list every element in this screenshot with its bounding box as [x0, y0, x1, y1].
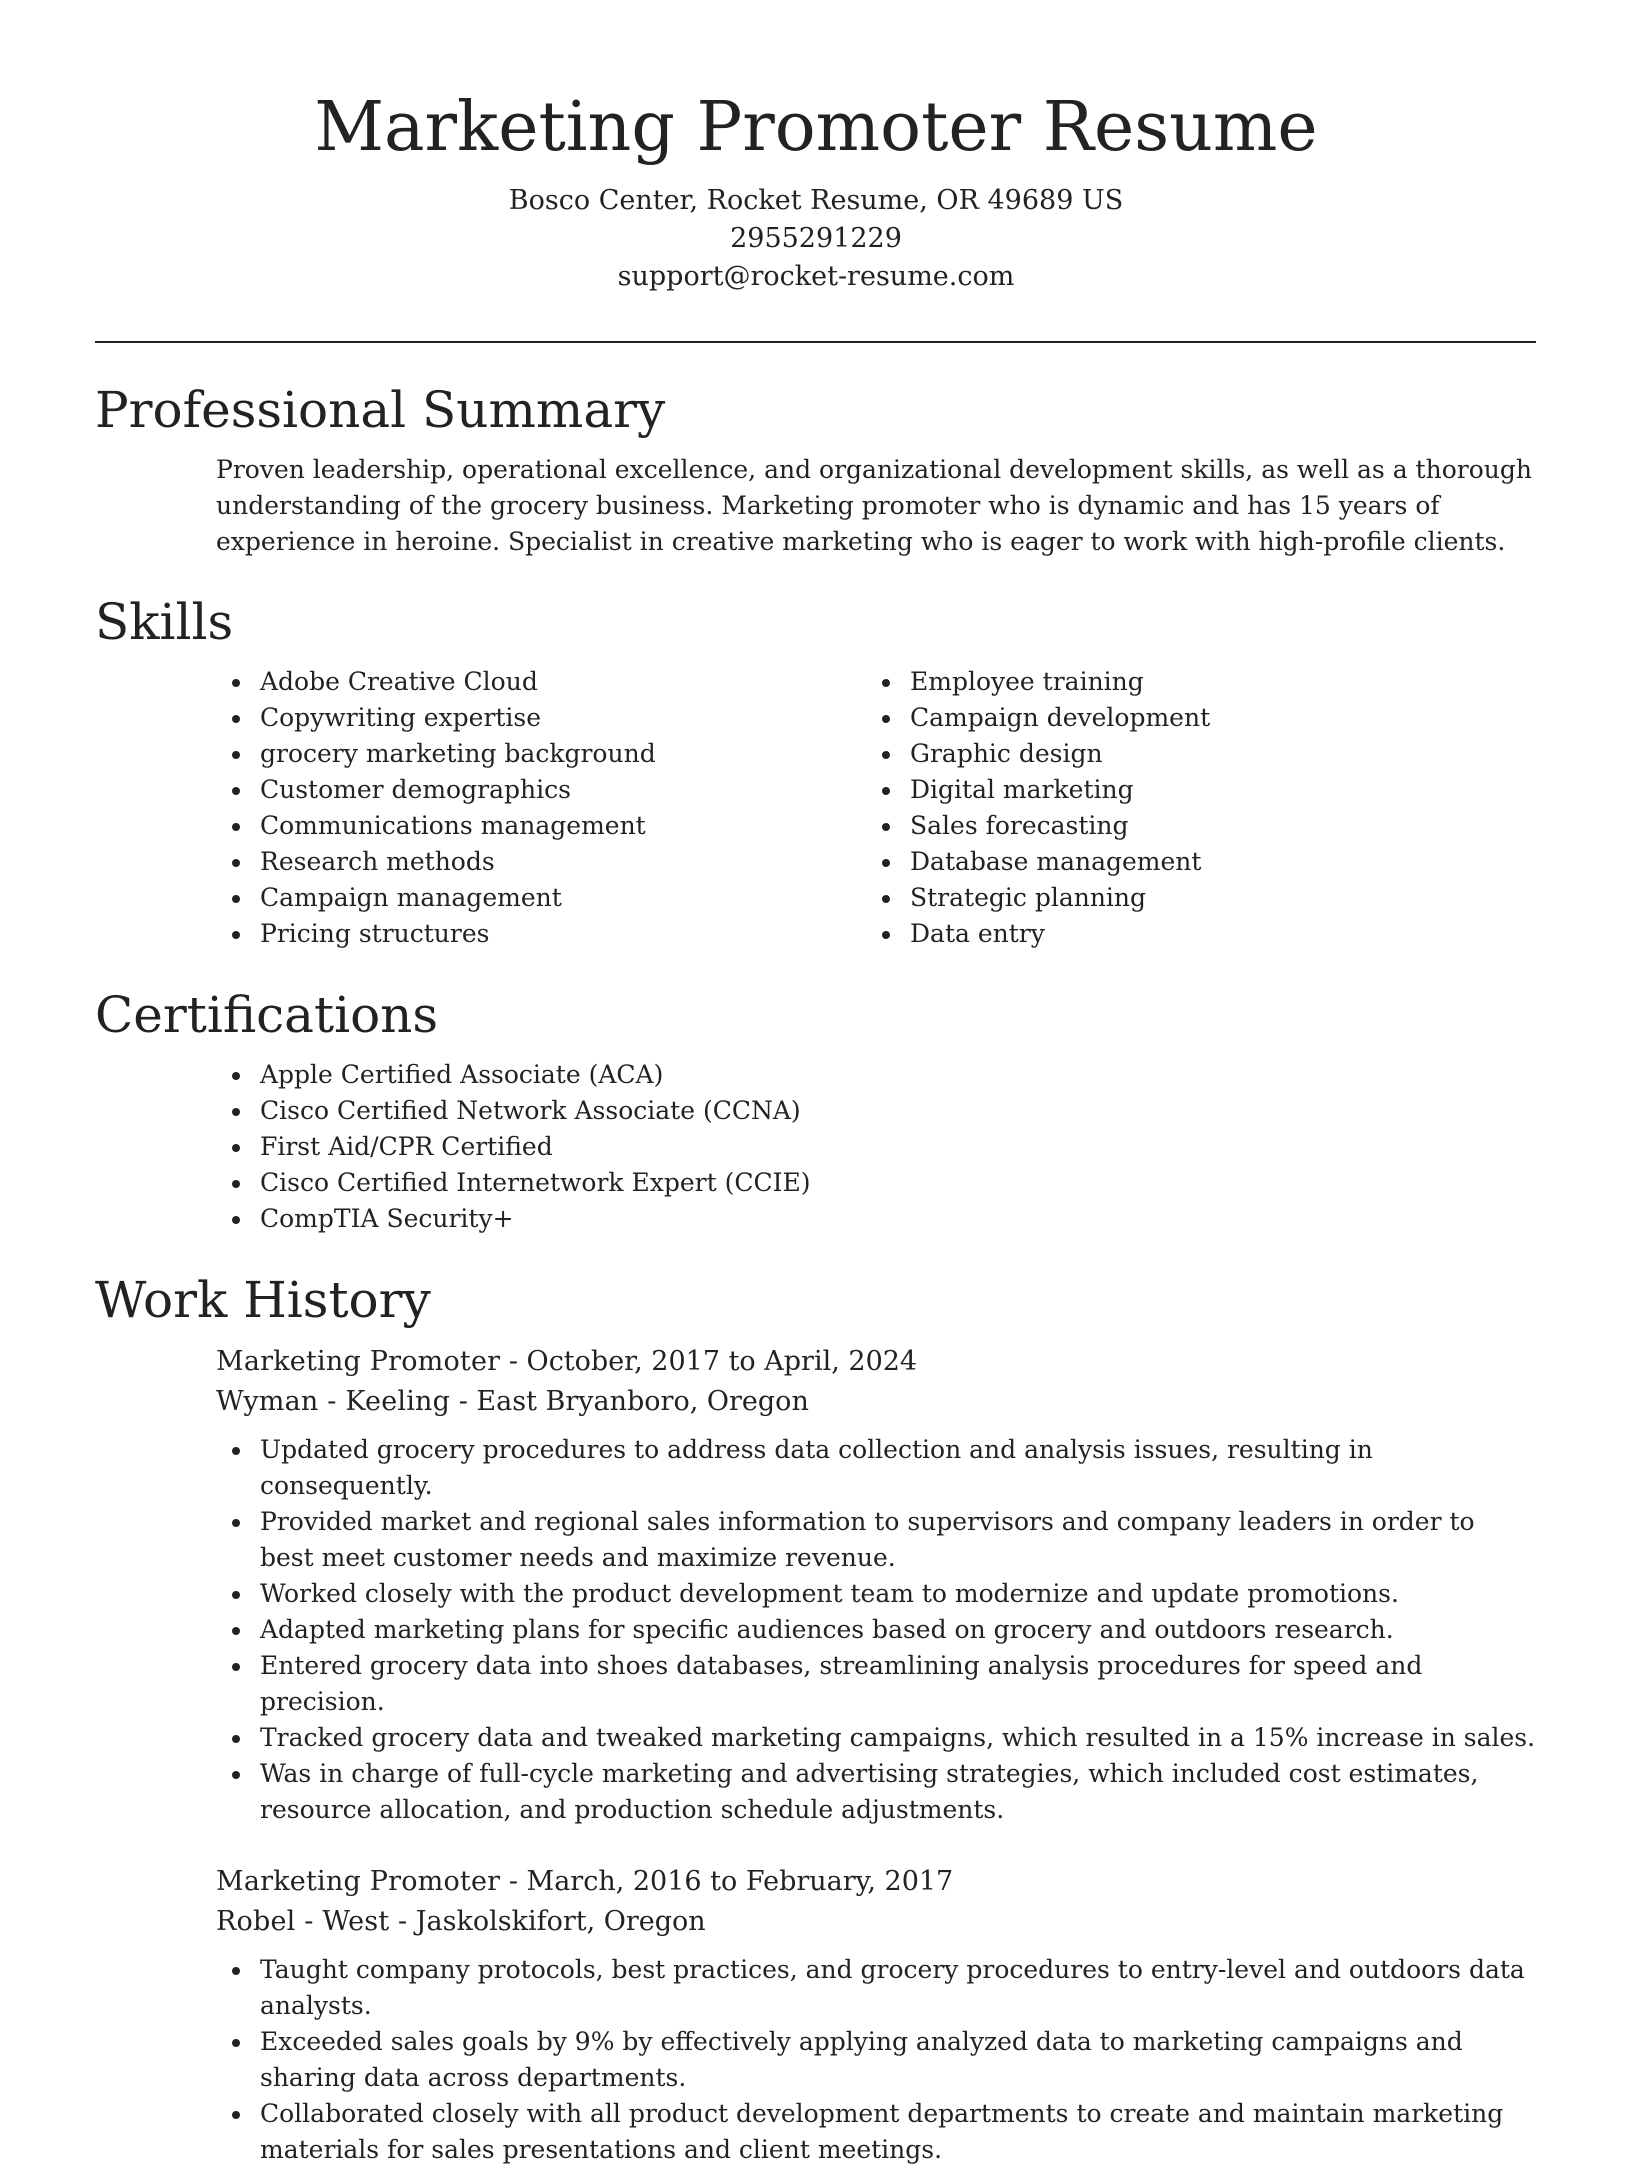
job-title: Marketing Promoter — [216, 1866, 501, 1897]
job-bullets — [216, 1432, 1536, 1828]
list-item: Campaign management — [216, 880, 866, 916]
job-company-line — [216, 1902, 1536, 1942]
list-item: First Aid/CPR Certified — [216, 1129, 1536, 1165]
list-item: Adapted marketing plans for specific audiences based on grocery and outdoors research. — [216, 1612, 1536, 1648]
list-item: Exceeded sales goals by 9% by effectively applying analyzed data to marketing campaigns and sharing data across departments. — [216, 2024, 1536, 2096]
list-item: Employee training — [866, 664, 1516, 700]
list-item: Tracked grocery data and tweaked marketing campaigns, which resulted in a 15% increase in sales. — [216, 1720, 1536, 1756]
list-item: Copywriting expertise — [216, 700, 866, 736]
contact-info — [0, 182, 1632, 296]
list-item: Database management — [866, 844, 1516, 880]
list-item: CompTIA Security+ — [216, 1201, 1536, 1237]
list-item: Sales forecasting — [866, 808, 1516, 844]
list-item: Digital marketing — [866, 772, 1516, 808]
job-dates: - March, 2016 to February, 2017 — [500, 1866, 954, 1897]
skills-heading: Skills — [95, 593, 234, 651]
list-item: Worked closely with the product development team to modernize and update promotions. — [216, 1576, 1536, 1612]
job-company: Robel - West — [216, 1906, 390, 1937]
list-item: Communications management — [216, 808, 866, 844]
job-location: - Jaskolskifort, Oregon — [389, 1906, 706, 1937]
job-company-line — [216, 1382, 1536, 1422]
list-item: Cisco Certified Internetwork Expert (CCIE) — [216, 1165, 1536, 1201]
summary-section — [95, 380, 1536, 560]
email-text: support@rocket-resume.com — [617, 261, 1015, 292]
list-item: Pricing structures — [216, 916, 866, 952]
list-item: Research methods — [216, 844, 866, 880]
header-divider — [95, 341, 1536, 343]
list-item: grocery marketing background — [216, 736, 866, 772]
list-item: Campaign development — [866, 700, 1516, 736]
certifications-list-wrap — [216, 1057, 1536, 1237]
job-dates: - October, 2017 to April, 2024 — [500, 1346, 918, 1377]
list-item: Customer demographics — [216, 772, 866, 808]
work-history-heading: Work History — [95, 1271, 431, 1329]
skills-column-left — [216, 664, 866, 952]
job-location: - East Bryanboro, Oregon — [450, 1386, 809, 1417]
job-title-line — [216, 1862, 1536, 1902]
work-history-section — [95, 1270, 1536, 2168]
page-title: Marketing Promoter Resume — [314, 88, 1318, 167]
summary-text: Proven leadership, operational excellence, and organizational development skills, as well as a thorough understanding of the grocery business. Marketing promoter who is dynamic and has 15 years of experience in heroine. Specialist in creative marketing who is eager to work with high-profile clients. — [216, 455, 1532, 556]
job-entry — [216, 1862, 1536, 2168]
list-item: Provided market and regional sales information to supervisors and company leaders in order to best meet customer needs and maximize revenue. — [216, 1504, 1536, 1576]
address-text: Bosco Center, Rocket Resume, OR 49689 US — [508, 185, 1124, 216]
certifications-list — [216, 1057, 1536, 1237]
list-item: Graphic design — [866, 736, 1516, 772]
certifications-heading: Certifications — [95, 986, 439, 1044]
list-item: Cisco Certified Network Associate (CCNA) — [216, 1093, 1536, 1129]
skills-grid — [216, 664, 1536, 952]
phone-text: 2955291229 — [730, 223, 902, 254]
list-item: Data entry — [866, 916, 1516, 952]
job-entry — [216, 1342, 1536, 1828]
resume-header — [0, 0, 1632, 296]
list-item: Apple Certified Associate (ACA) — [216, 1057, 1536, 1093]
list-item: Updated grocery procedures to address data collection and analysis issues, resulting in consequently. — [216, 1432, 1536, 1504]
skills-section — [95, 592, 1536, 952]
list-item: Was in charge of full-cycle marketing and advertising strategies, which included cost estimates, resource allocation, and production schedule adjustments. — [216, 1756, 1536, 1828]
certifications-section — [95, 985, 1536, 1237]
job-company: Wyman - Keeling — [216, 1386, 451, 1417]
list-item: Strategic planning — [866, 880, 1516, 916]
list-item: Adobe Creative Cloud — [216, 664, 866, 700]
job-title-line — [216, 1342, 1536, 1382]
job-bullets — [216, 1952, 1536, 2168]
list-item: Taught company protocols, best practices, and grocery procedures to entry-level and outdoors data analysts. — [216, 1952, 1536, 2024]
summary-heading: Professional Summary — [95, 381, 666, 439]
list-item: Entered grocery data into shoes databases, streamlining analysis procedures for speed and precision. — [216, 1648, 1536, 1720]
list-item: Collaborated closely with all product development departments to create and maintain marketing materials for sales presentations and client meetings. — [216, 2096, 1536, 2168]
skills-column-right — [866, 664, 1516, 952]
job-title: Marketing Promoter — [216, 1346, 501, 1377]
